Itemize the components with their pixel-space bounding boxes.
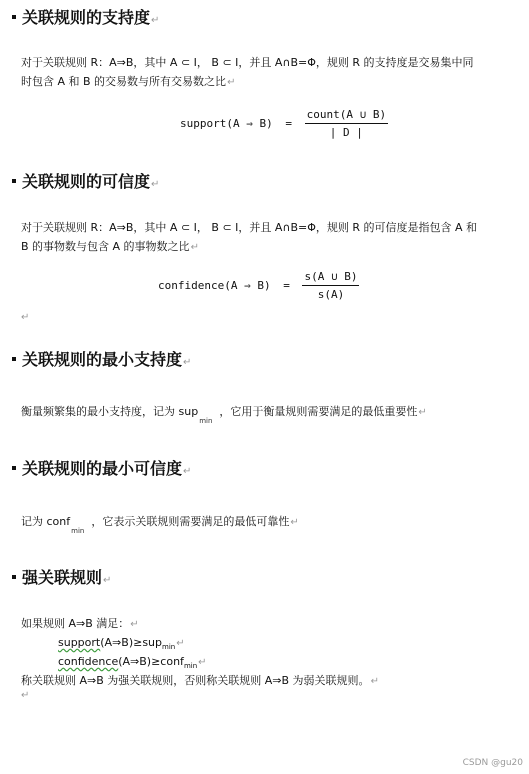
min-support-text-before: 衡量频繁集的最小支持度，记为 sup <box>21 405 199 418</box>
condition-confidence-subscript: min <box>183 662 198 670</box>
paragraph-mark-icon: ↵ <box>418 407 427 418</box>
strong-rule-intro-line <box>21 614 521 634</box>
strong-rule-conclusion-text: 称关联规则 A⇒B 为强关联规则，否则称关联规则 A⇒B 为弱关联规则。 <box>21 674 370 687</box>
condition-confidence-word: confidence <box>58 655 119 668</box>
strong-rule-conclusion-line <box>21 671 521 691</box>
confidence-definition-line-1: 对于关联规则 R：A⇒B，其中 A ⊂ I， B ⊂ I，并且 A∩B=Φ，规则 R 的可信度是指包含 A 和 <box>21 221 478 234</box>
strong-rule-intro-text: 如果规则 A⇒B 满足： <box>21 617 130 630</box>
bullet-icon <box>12 179 16 183</box>
confidence-formula-denominator: s(A) <box>317 288 345 301</box>
support-formula <box>180 108 388 139</box>
confidence-definition <box>21 218 521 257</box>
heading-text: 关联规则的可信度 <box>22 172 151 191</box>
bullet-icon <box>12 466 16 470</box>
condition-support-expression: (A⇒B)≥sup <box>100 636 163 649</box>
confidence-definition-line-2 <box>21 237 521 257</box>
min-confidence-text-before: 记为 conf <box>21 515 71 528</box>
support-definition-line-2-text: 时包含 A 和 B 的交易数与所有交易数之比 <box>21 75 227 88</box>
strong-rule-condition-support <box>58 633 185 654</box>
min-support-definition <box>21 402 521 423</box>
bullet-icon <box>12 357 16 361</box>
heading-text: 关联规则的最小支持度 <box>22 350 183 369</box>
paragraph-mark-icon: ↵ <box>176 638 185 649</box>
heading-text: 关联规则的支持度 <box>22 8 151 27</box>
heading-min-support <box>12 350 191 373</box>
heading-support <box>12 8 159 31</box>
support-formula-fraction <box>305 108 388 139</box>
paragraph-mark-icon: ↵ <box>290 517 299 528</box>
min-confidence-subscript: min <box>71 527 85 535</box>
confidence-formula <box>158 270 359 301</box>
paragraph-mark-icon: ↵ <box>130 619 139 630</box>
paragraph-mark-icon: ↵ <box>198 657 207 668</box>
min-confidence-line <box>21 512 521 533</box>
condition-support-word: support <box>58 636 101 649</box>
heading-text: 关联规则的最小可信度 <box>22 459 183 478</box>
heading-strong-rule <box>12 568 111 591</box>
confidence-formula-fraction <box>302 270 359 301</box>
paragraph-mark-icon: ↵ <box>227 77 236 88</box>
paragraph-mark-icon: ↵ <box>183 357 192 368</box>
min-confidence-definition <box>21 512 521 533</box>
strong-rule-intro <box>21 614 521 634</box>
paragraph-mark-icon: ↵ <box>370 676 379 687</box>
support-definition <box>21 53 521 92</box>
support-definition-line-1: 对于关联规则 R：A⇒B，其中 A ⊂ I， B ⊂ I，并且 A∩B=Φ，规则 R 的支持度是交易集中同 <box>21 56 474 69</box>
paragraph-mark-icon: ↵ <box>21 690 30 701</box>
paragraph-mark-icon: ↵ <box>21 312 30 323</box>
condition-support-subscript: min <box>162 643 176 651</box>
paragraph-mark-icon: ↵ <box>151 179 160 190</box>
support-formula-numerator: count(A ∪ B) <box>305 108 388 124</box>
min-confidence-text-after: ，它表示关联规则需要满足的最低可靠性 <box>91 515 290 528</box>
confidence-definition-line-2-text: B 的事物数与包含 A 的事物数之比 <box>21 240 190 253</box>
heading-text: 强关联规则 <box>22 568 103 587</box>
watermark: CSDN @gu20 <box>462 758 523 768</box>
min-support-text-after: ，它用于衡量规则需要满足的最低重要性 <box>219 405 418 418</box>
min-support-line <box>21 402 521 423</box>
min-support-subscript: min <box>199 417 213 425</box>
confidence-formula-numerator: s(A ∪ B) <box>302 270 359 286</box>
paragraph-mark-icon: ↵ <box>151 15 160 26</box>
heading-confidence <box>12 172 159 195</box>
strong-rule-condition-confidence <box>58 652 207 673</box>
paragraph-mark-icon: ↵ <box>183 466 192 477</box>
support-formula-denominator: | D | <box>329 126 363 139</box>
paragraph-mark-icon: ↵ <box>190 242 199 253</box>
confidence-formula-lhs: confidence(A ⇒ B) <box>158 279 271 292</box>
confidence-formula-equals: = <box>283 279 290 292</box>
bullet-icon <box>12 15 16 19</box>
support-formula-equals: = <box>285 117 292 130</box>
support-definition-line-2 <box>21 72 521 92</box>
heading-min-confidence <box>12 459 191 482</box>
support-formula-lhs: support(A ⇒ B) <box>180 117 273 130</box>
strong-rule-conclusion <box>21 671 521 691</box>
bullet-icon <box>12 575 16 579</box>
paragraph-mark-icon: ↵ <box>103 575 112 586</box>
condition-confidence-expression: (A⇒B)≥conf <box>118 655 184 668</box>
